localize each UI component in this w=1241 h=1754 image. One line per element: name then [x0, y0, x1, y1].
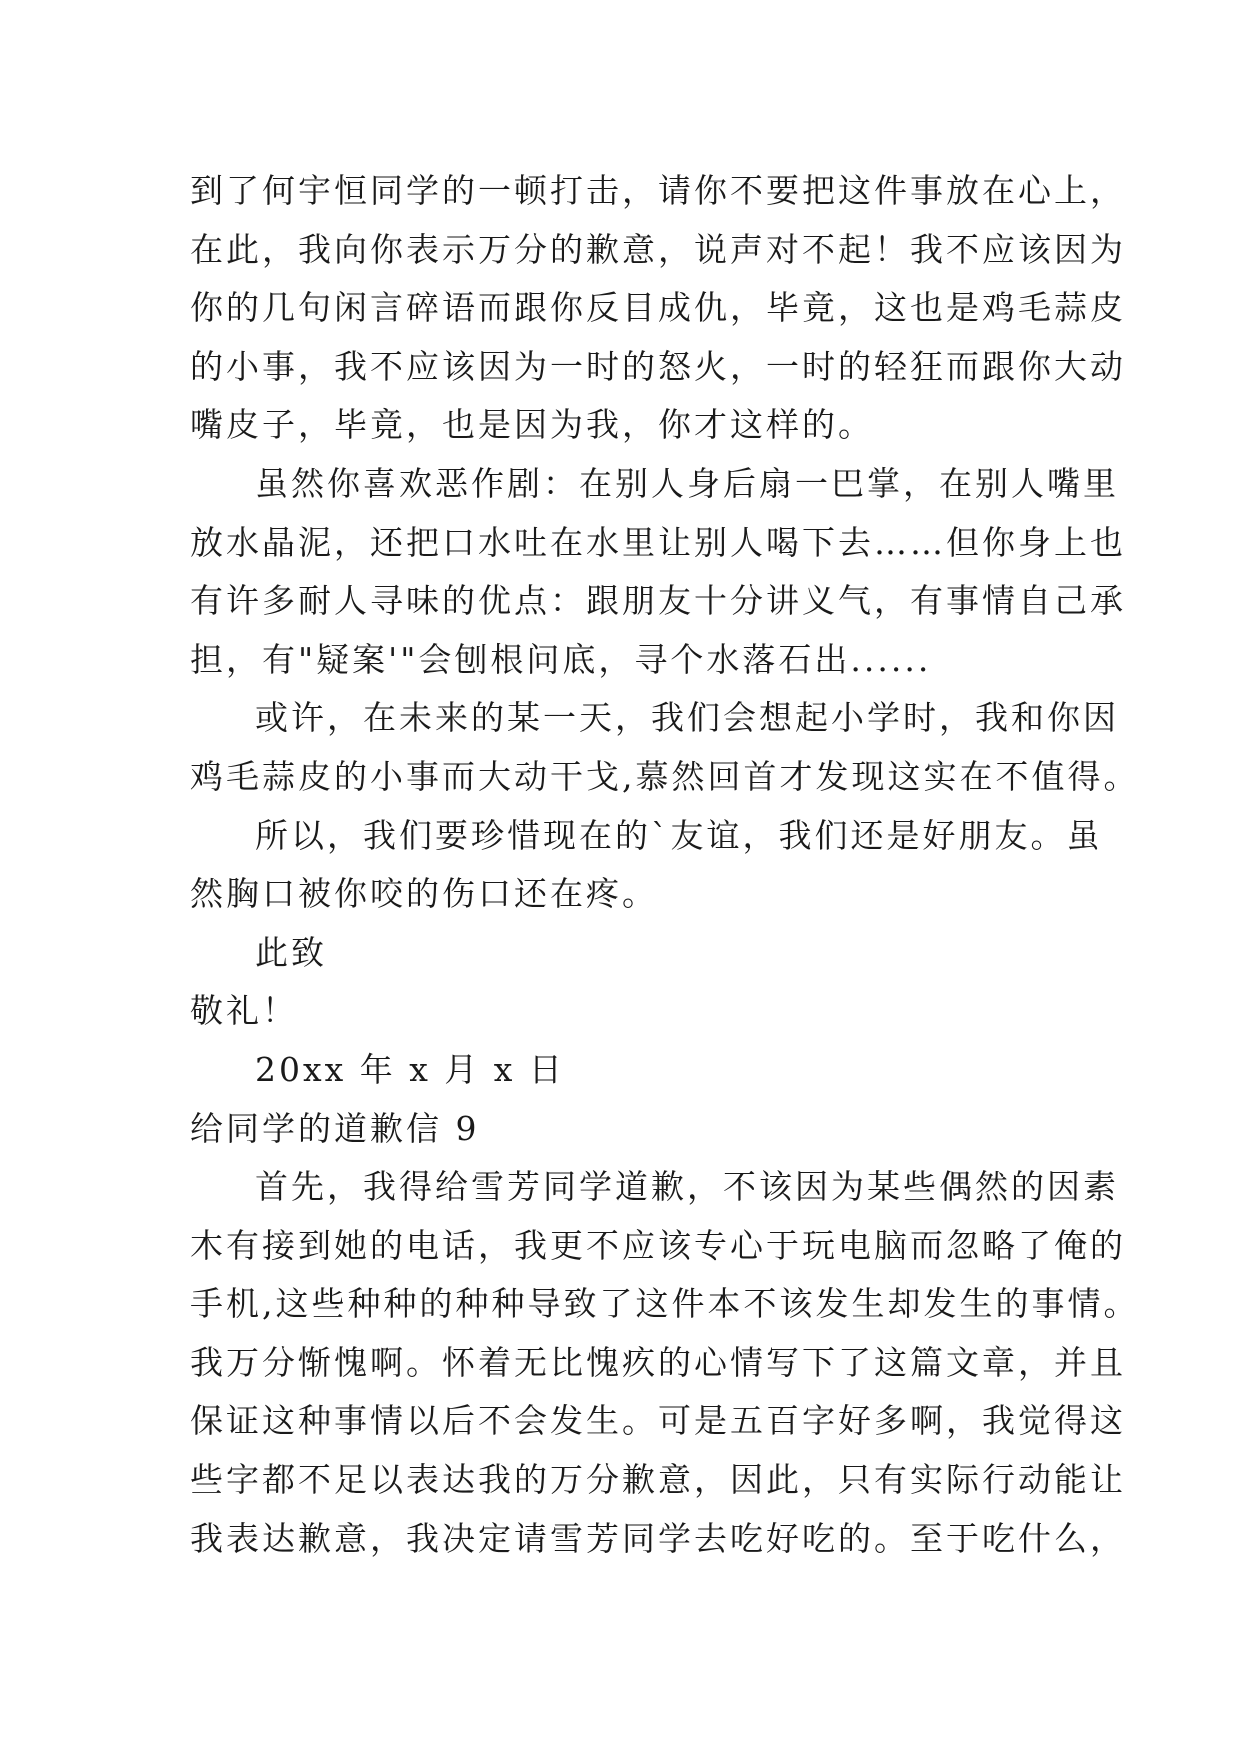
text-line: 或许，在未来的某一天，我们会想起小学时，我和你因 — [255, 698, 1119, 738]
text-line: 然胸口被你咬的伤口还在疼。 — [190, 874, 658, 914]
text-line: 保证这种事情以后不会发生。可是五百字好多啊，我觉得这 — [190, 1401, 1126, 1441]
text-line: 所以，我们要珍惜现在的`友谊，我们还是好朋友。虽 — [255, 815, 1103, 855]
text-line: 放水晶泥，还把口水吐在水里让别人喝下去……但你身上也 — [190, 522, 1126, 562]
text-line: 我表达歉意，我决定请雪芳同学去吃好吃的。至于吃什么， — [190, 1518, 1126, 1558]
text-line: 敬礼！ — [190, 991, 298, 1031]
text-line: 虽然你喜欢恶作剧：在别人身后扇一巴掌，在别人嘴里 — [255, 463, 1119, 503]
letter-body — [190, 162, 1140, 1568]
text-line: 担，有"疑案'"会刨根问底，寻个水落石出...... — [190, 639, 932, 679]
text-line: 首先，我得给雪芳同学道歉，不该因为某些偶然的因素 — [255, 1167, 1119, 1207]
text-line: 此致 — [255, 932, 327, 972]
text-line: 有许多耐人寻味的优点：跟朋友十分讲义气，有事情自己承 — [190, 581, 1126, 621]
text-line: 的小事，我不应该因为一时的怒火，一时的轻狂而跟你大动 — [190, 346, 1126, 386]
text-line: 到了何宇恒同学的一顿打击，请你不要把这件事放在心上， — [190, 171, 1126, 210]
text-line: 鸡毛蒜皮的小事而大动干戈,慕然回首才发现这实在不值得。 — [190, 756, 1140, 796]
text-line: 些字都不足以表达我的万分歉意，因此，只有实际行动能让 — [190, 1460, 1126, 1500]
text-line: 在此，我向你表示万分的歉意，说声对不起！我不应该因为 — [190, 229, 1126, 269]
text-line: 你的几句闲言碎语而跟你反目成仇，毕竟，这也是鸡毛蒜皮 — [190, 288, 1126, 328]
text-line: 手机,这些种种的种种导致了这件本不该发生却发生的事情。 — [190, 1284, 1140, 1324]
text-line: 20xx 年 x 月 x 日 — [255, 1049, 565, 1089]
text-line: 木有接到她的电话，我更不应该专心于玩电脑而忽略了俺的 — [190, 1225, 1126, 1265]
text-line: 嘴皮子，毕竟，也是因为我，你才这样的。 — [190, 405, 874, 445]
text-line: 给同学的道歉信 9 — [190, 1108, 480, 1148]
text-line: 我万分惭愧啊。怀着无比愧疚的心情写下了这篇文章，并且 — [190, 1342, 1126, 1382]
